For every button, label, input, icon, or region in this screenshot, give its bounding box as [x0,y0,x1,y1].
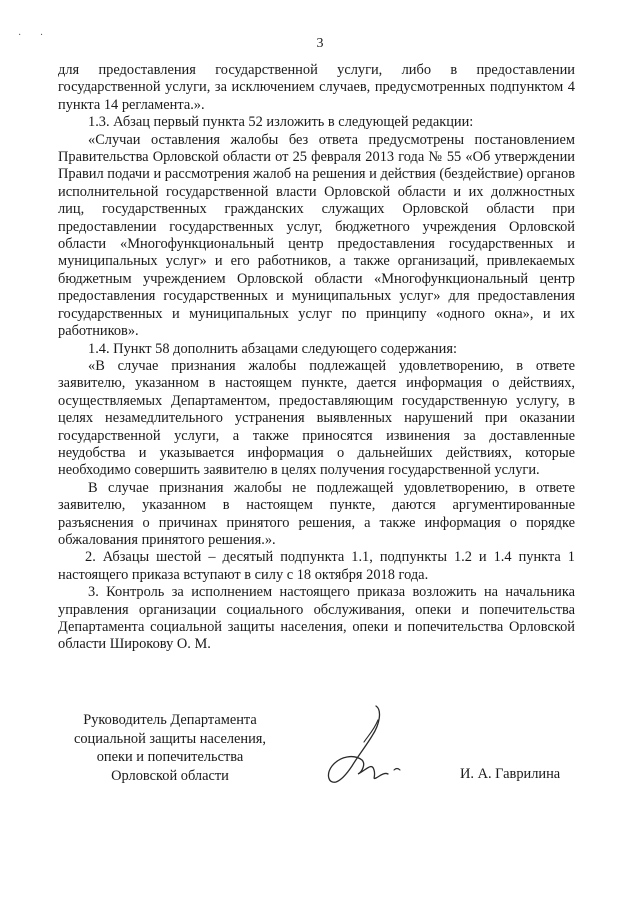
paragraph-continuation: для предоставления государственной услуги, либо в предоставлении государственной услуги, за исключением случаев, предусмотренных подпунктом 4 пункта 14 регламента.». [58,62,575,113]
signatory-title [60,711,280,785]
handwritten-signature [314,700,404,790]
paragraph-quote-58-b: В случае признания жалобы не подлежащей удовлетворению, в ответе заявителю, указанном в настоящем пункте, даются аргументированные разъяснения о причинах принятого решения, а также информация о порядке обжалования принятого решения.». [58,479,575,548]
document-body [58,62,575,654]
paragraph-1-4: 1.4. Пункт 58 дополнить абзацами следующего содержания: [88,340,457,357]
signatory-line: опеки и попечительства [96,749,244,765]
paragraph-2: 2. Абзацы шестой – десятый подпункта 1.1, подпункты 1.2 и 1.4 пункта 1 настоящего приказа вступают в силу с 18 октября 2018 года. [58,549,575,583]
signatory-line: социальной защиты населения, [73,730,267,747]
signatory-line: Орловской области [111,767,229,784]
corner-marks: · · [18,30,52,41]
signatory-line: Руководитель Департамента [83,712,257,728]
paragraph-3: 3. Контроль за исполнением настоящего приказа возложить на начальника управления организации социального обслуживания, опеки и попечительства Департамента социальной защиты населения, опеки и попечительства Орловской области Широкову О. М. [58,584,575,653]
paragraph-quote-52: «Случаи оставления жалобы без ответа предусмотрены постановлением Правительства Орловской области от 25 февраля 2013 года № 55 «Об утверждении Правил подачи и рассмотрения жалоб на решения и действия (бездействие) органов исполнительной государственной власти Орловской области и их должностных лиц, государственных гражданских служащих Орловской области при предоставлении государственных услуг, бюджетного учреждения Орловской области «Многофункциональный центр предоставления государственных и муниципальных услуг» и его работников, а также организаций, привлекаемых бюджетным учреждением Орловской области «Многофункциональный центр предоставления государственных и муниципальных услуг» для предоставления государственных и муниципальных услуг по принципу «одного окна», и их работников». [58,131,575,340]
page-number: 3 [316,36,324,51]
paragraph-quote-58-a: «В случае признания жалобы подлежащей удовлетворению, в ответе заявителю, указанном в настоящем пункте, дается информация о действиях, осуществляемых Департаментом, предоставляющим государственную услугу, в целях незамедлительного устранения выявленных нарушений при оказании государственной услуги, а также приносятся извинения за доставленные неудобства и указывается информация о дальнейших действиях, которые необходимо совершить заявителю в целях получения государственной услуги. [58,357,575,479]
paragraph-1-3: 1.3. Абзац первый пункта 52 изложить в следующей редакции: [88,114,474,131]
signer-name: И. А. Гаврилина [460,766,561,782]
